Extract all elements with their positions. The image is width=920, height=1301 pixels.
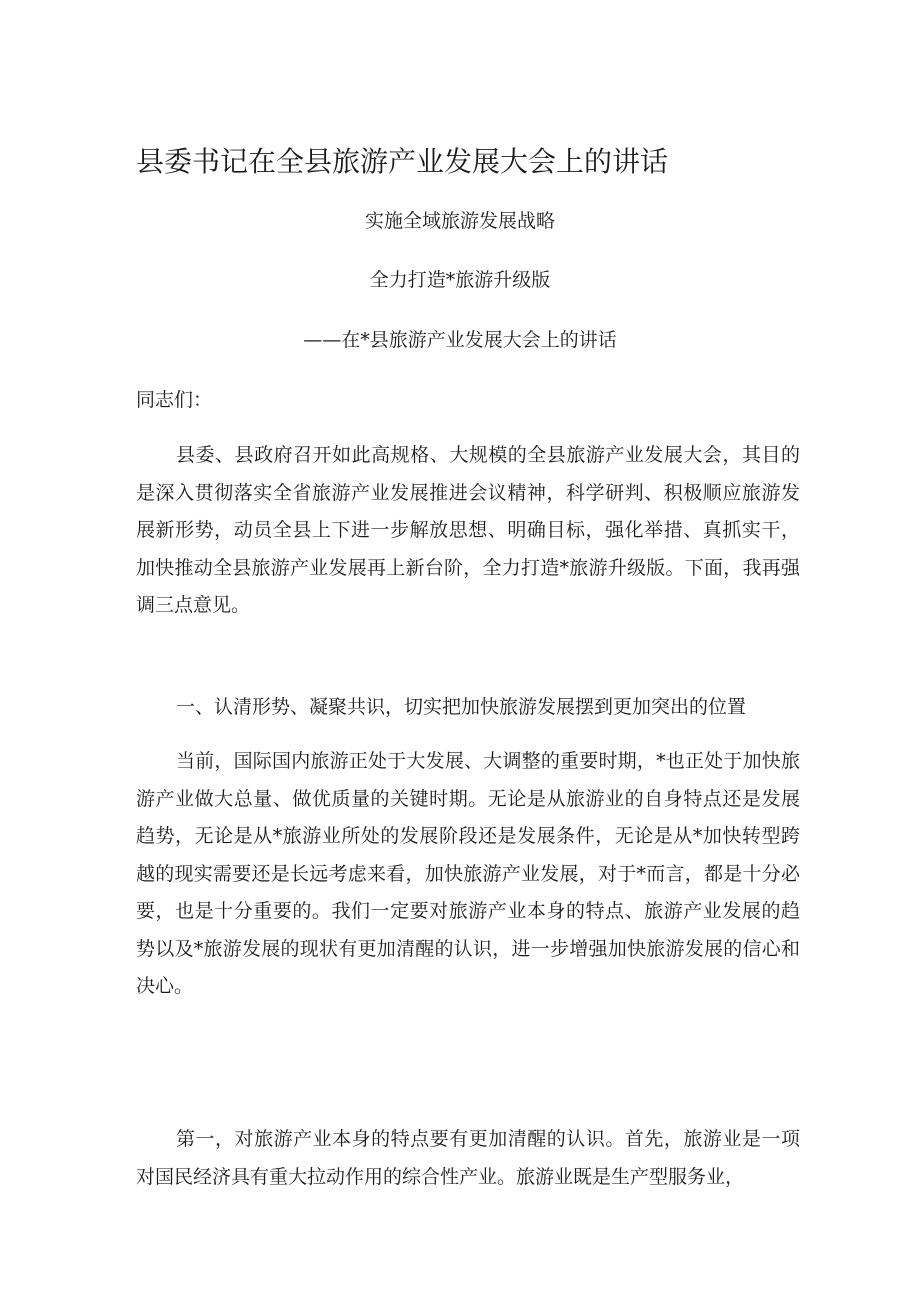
salutation: 同志们： <box>136 389 213 411</box>
subtitle-occasion: ——在*县旅游产业发展大会上的讲话 <box>303 329 617 351</box>
subtitle-upgrade: 全力打造*旅游升级版 <box>369 269 551 291</box>
paragraph-situation: 当前，国际国内旅游正处于大发展、大调整的重要时期，*也正处于加快旅游产业做大总量、做优质量的关键时期。无论是从旅游业的自身特点还是发展趋势，无论是从*旅游业所处的发展阶段还是发展条件，无论是从*加快转型跨越的现实需要还是长远考虑来看，加快旅游产业发展，对于*而言，都是十分必要，也是十分重要的。我们一定要对旅游产业本身的特点、旅游产业发展的趋势以及*旅游发展的现状有更加清醒的认识，进一步增强加快旅游发展的信心和决心。 <box>136 750 800 997</box>
paragraph-intro: 县委、县政府召开如此高规格、大规模的全县旅游产业发展大会，其目的是深入贯彻落实全省旅游产业发展推进会议精神，科学研判、积极顺应旅游发展新形势，动员全县上下进一步解放思想、明确目标，强化举措、真抓实干，加快推动全县旅游产业发展再上新台阶，全力打造*旅游升级版。下面，我再强调三点意见。 <box>136 444 800 616</box>
document-title: 县委书记在全县旅游产业发展大会上的讲话 <box>136 145 669 178</box>
subtitle-strategy: 实施全域旅游发展战略 <box>364 210 555 232</box>
section-heading-1: 一、认清形势、凝聚共识，切实把加快旅游发展摆到更加突出的位置 <box>176 696 747 718</box>
paragraph-first-point: 第一，对旅游产业本身的特点要有更加清醒的认识。首先，旅游业是一项对国民经济具有重大拉动作用的综合性产业。旅游业既是生产型服务业， <box>136 1128 800 1188</box>
